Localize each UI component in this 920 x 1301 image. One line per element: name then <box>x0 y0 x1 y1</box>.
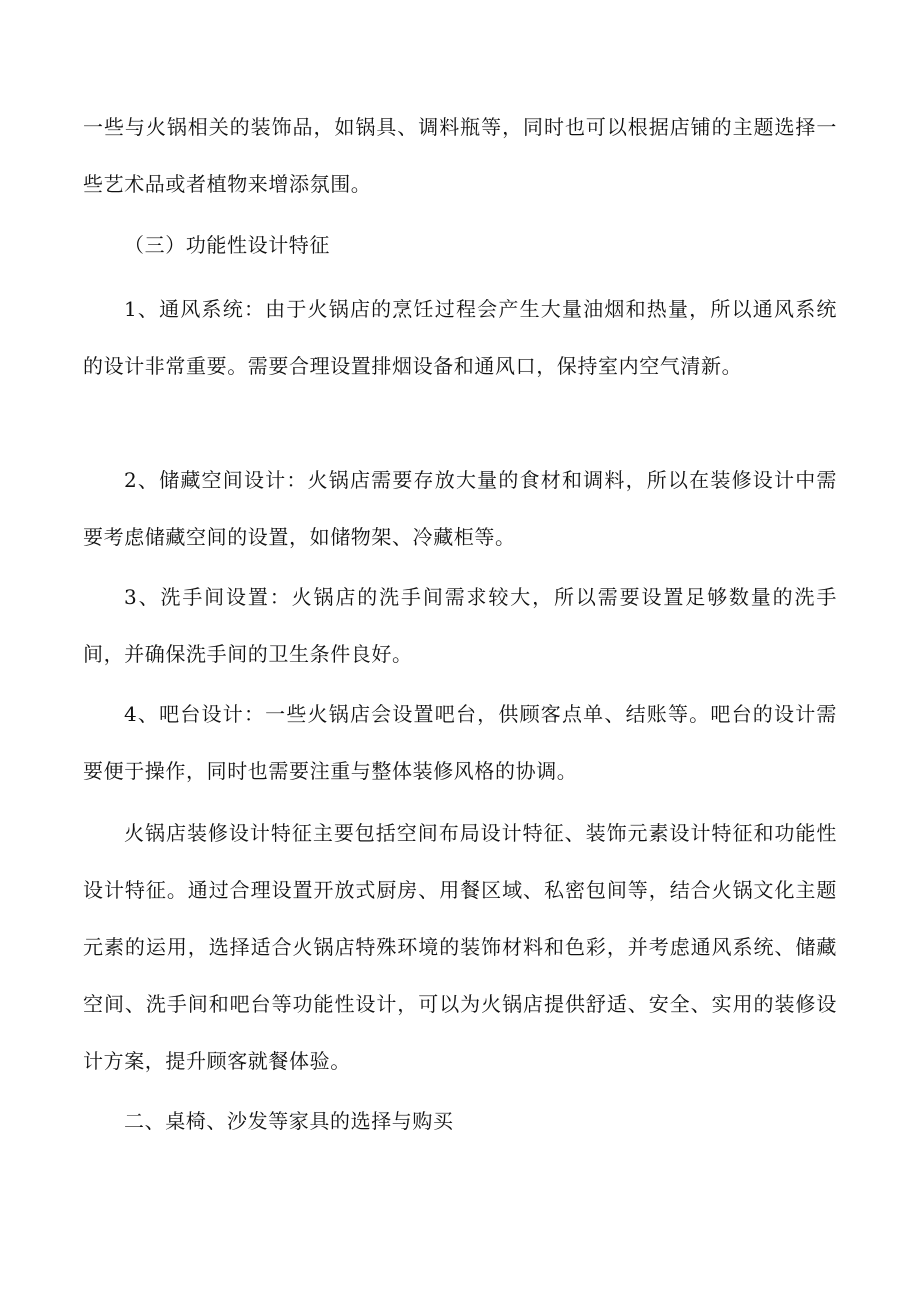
paragraph-restroom: 3、洗手间设置：火锅店的洗手间需求较大，所以需要设置足够数量的洗手间，并确保洗手间的卫生条件良好。 <box>83 585 837 666</box>
section-heading-furniture: 二、桌椅、沙发等家具的选择与购买 <box>124 1109 454 1133</box>
section-heading-functional-design: （三）功能性设计特征 <box>124 233 330 257</box>
paragraph-ventilation: 1、通风系统：由于火锅店的烹饪过程会产生大量油烟和热量，所以通风系统的设计非常重要。需要合理设置排烟设备和通风口，保持室内空气清新。 <box>83 297 837 378</box>
paragraph-summary: 火锅店装修设计特征主要包括空间布局设计特征、装饰元素设计特征和功能性设计特征。通过合理设置开放式厨房、用餐区域、私密包间等，结合火锅文化主题元素的运用，选择适合火锅店特殊环境的装饰材料和色彩，并考虑通风系统、储藏空间、洗手间和吧台等功能性设计，可以为火锅店提供舒适、安全、实用的装修设计方案，提升顾客就餐体验。 <box>83 821 837 1073</box>
paragraph-decor-items: 一些与火锅相关的装饰品，如锅具、调料瓶等，同时也可以根据店铺的主题选择一些艺术品或者植物来增添氛围。 <box>83 115 837 196</box>
paragraph-bar-counter: 4、吧台设计：一些火锅店会设置吧台，供顾客点单、结账等。吧台的设计需要便于操作，同时也需要注重与整体装修风格的协调。 <box>83 702 837 783</box>
paragraph-storage: 2、储藏空间设计：火锅店需要存放大量的食材和调料，所以在装修设计中需要考虑储藏空间的设置，如储物架、冷藏柜等。 <box>83 468 837 549</box>
